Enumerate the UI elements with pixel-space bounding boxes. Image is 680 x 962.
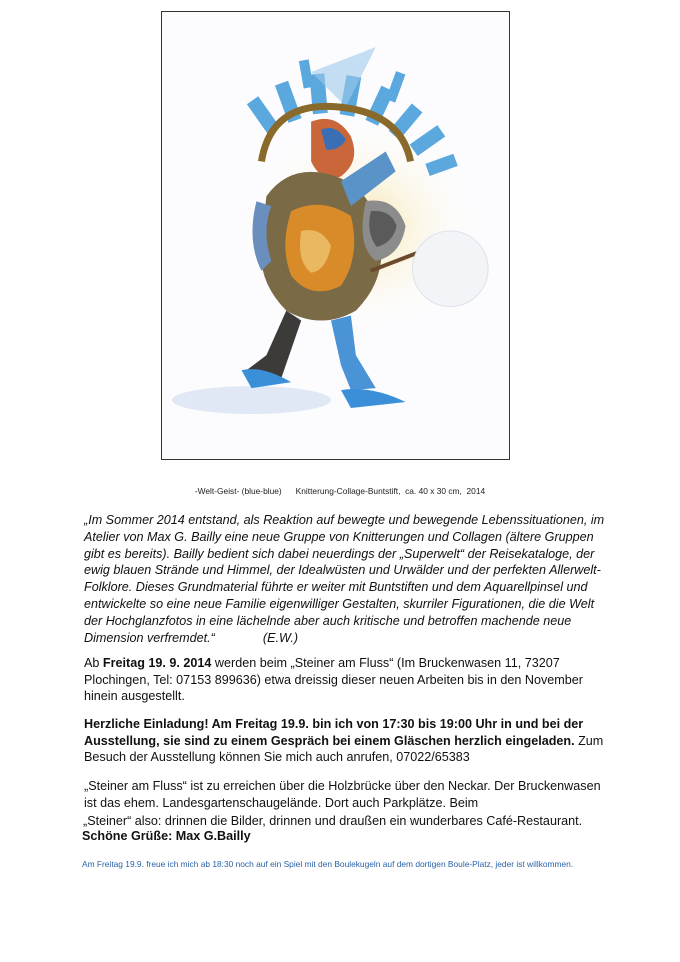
venue-paragraph (84, 655, 614, 705)
artwork-image (161, 11, 510, 460)
review-quote (84, 512, 614, 646)
artwork-caption: -Welt-Geist- (blue-blue) Knitterung-Collage-Buntstift, ca. 40 x 30 cm, 2014 (194, 486, 486, 496)
invitation-phone-text: Zum Besuch der Ausstellung können Sie mich auch anrufen, 07022/65383 (84, 733, 604, 764)
venue-text: werden beim „Steiner am Fluss“ (Im Bruckenwasen 11, 73207 Plochingen, Tel: 07153 899636) etwa dreissig dieser neuen Arbeiten bis in den November hinein ausgestellt. (84, 656, 583, 703)
greeting-signature: Schöne Grüße: Max G.Bailly (82, 829, 251, 843)
boule-note: Am Freitag 19.9. freue ich mich ab 18:30 noch auf ein Spiel mit den Boulekugeln auf dem dortigen Boule-Platz, jeder ist willkommen. (82, 859, 574, 869)
venue-prefix: Ab (84, 656, 103, 670)
quote-text: „Im Sommer 2014 entstand, als Reaktion auf bewegte und bewegende Lebenssituationen, im Atelier von Max G. Bailly eine neue Gruppe von Knitterungen und Collagen (ältere Gruppen gibt es bereits). Bailly bedient sich dabei neuerdings der „Superwelt“ der Reisekataloge, der ewig blauen Strände und Himmel, der Idealwüsten und Urwälder und der perfekten Allerwelt-Folklore. Dieses Grundmaterial führte er weiter mit Buntstiften und dem Aquarellpinsel und entwickelte so eine neue Familie eigenwilliger Gestalten, skurriler Figurationen, die die Welt der Hochglanzfotos in eine lächelnde aber auch kritische und betroffen machende neue Dimension verfremdet.“ (84, 513, 605, 645)
directions-paragraph: „Steiner am Fluss“ ist zu erreichen über die Holzbrücke über den Neckar. Der Bruckenwasen ist das ehem. Landesgartenschaugelände. Dort auch Parkplätze. Beim (84, 779, 601, 810)
invitation-bold-text: Herzliche Einladung! Am Freitag 19.9. bin ich von 17:30 bis 19:00 Uhr in und bei der Ausstellung, sie sind zu einem Gespräch bei einem Gläschen herzlich eingeladen. (84, 717, 584, 748)
directions-paragraph-2: „Steiner“ also: drinnen die Bilder, drinnen und draußen ein wunderbares Café-Restaurant. (83, 814, 583, 828)
quote-author: (E.W.) (262, 630, 299, 645)
collage-figure-illustration (162, 12, 509, 459)
exhibition-date: Freitag 19. 9. 2014 (102, 656, 212, 670)
invitation-paragraph (84, 716, 614, 766)
